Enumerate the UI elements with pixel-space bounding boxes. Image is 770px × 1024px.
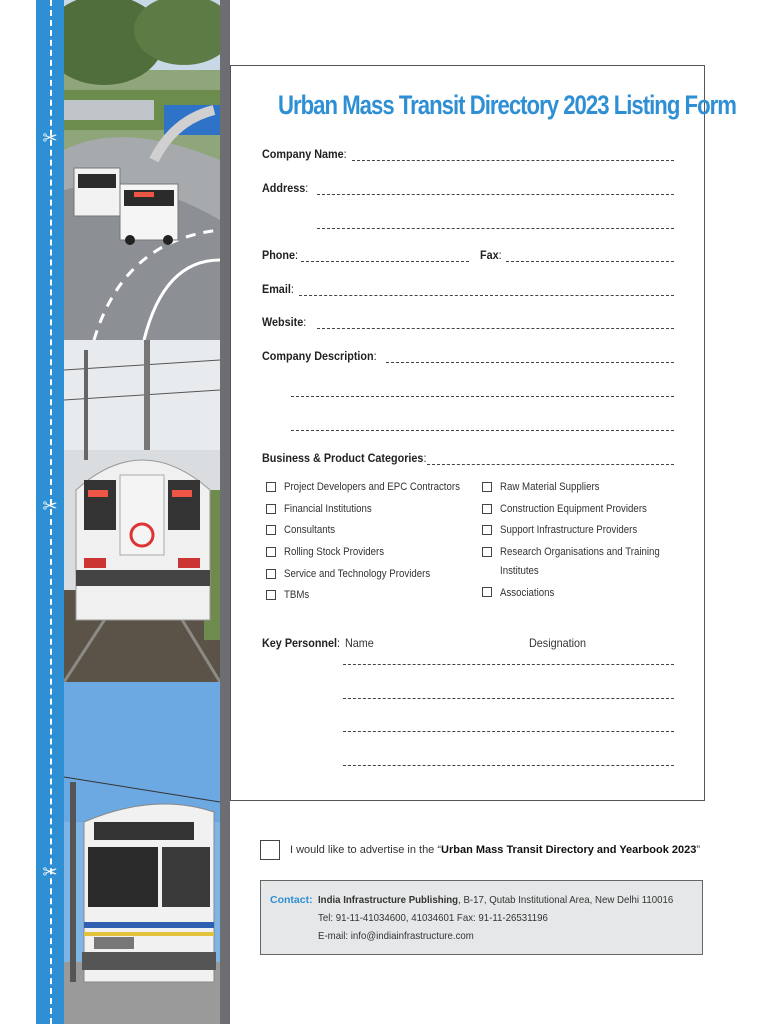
option-label: Associations xyxy=(500,587,555,599)
name-column-header: Name xyxy=(345,636,374,650)
email-label: Email: xyxy=(262,282,294,296)
option-label: Financial Institutions xyxy=(284,503,372,515)
business-categories-field[interactable] xyxy=(427,464,674,465)
form-title: Urban Mass Transit Directory 2023 Listing Form xyxy=(278,90,736,120)
key-personnel-line-2[interactable] xyxy=(343,698,674,699)
contact-email[interactable]: E-mail: info@indiainfrastructure.com xyxy=(318,930,474,942)
contact-label: Contact: xyxy=(270,894,313,906)
website-label: Website: xyxy=(262,315,307,329)
option-label: TBMs xyxy=(284,589,310,601)
business-categories-label: Business & Product Categories: xyxy=(262,451,427,465)
checkbox-tbms[interactable] xyxy=(266,590,276,600)
advertise-statement: I would like to advertise in the “Urban Mass Transit Directory and Yearbook 2023” xyxy=(290,844,701,856)
advertise-checkbox[interactable] xyxy=(260,840,280,860)
key-personnel-line-1[interactable] xyxy=(343,664,674,665)
email-field[interactable] xyxy=(299,295,674,296)
scissors-icon: ✂ xyxy=(42,862,58,882)
company-name-field[interactable] xyxy=(352,160,674,161)
photo-metro-train xyxy=(64,340,220,682)
checkbox-support-infrastructure[interactable] xyxy=(482,525,492,535)
gray-divider-strip xyxy=(220,0,230,1024)
option-label: Service and Technology Providers xyxy=(284,568,431,580)
fax-field[interactable] xyxy=(506,261,674,262)
option-label: Project Developers and EPC Contractors xyxy=(284,481,460,493)
contact-phones: Tel: 91-11-41034600, 41034601 Fax: 91-11-26531196 xyxy=(318,912,548,924)
checkbox-associations[interactable] xyxy=(482,587,492,597)
key-personnel-label: Key Personnel: xyxy=(262,636,341,650)
address-field-line-2[interactable] xyxy=(317,228,674,229)
photo-city-bus xyxy=(64,682,220,1024)
option-label: Support Infrastructure Providers xyxy=(500,524,638,536)
option-label: Research Organisations and Training xyxy=(500,546,660,558)
option-label: Rolling Stock Providers xyxy=(284,546,385,558)
option-label-continued: Institutes xyxy=(500,565,539,577)
address-label: Address: xyxy=(262,181,309,195)
checkbox-research-organisations[interactable] xyxy=(482,547,492,557)
company-description-line-2[interactable] xyxy=(291,396,674,397)
address-field-line-1[interactable] xyxy=(317,194,674,195)
company-name-label: Company Name: xyxy=(262,147,347,161)
option-label: Construction Equipment Providers xyxy=(500,503,647,515)
checkbox-rolling-stock[interactable] xyxy=(266,547,276,557)
contact-address: India Infrastructure Publishing, B-17, Qutab Institutional Area, New Delhi 110016 xyxy=(318,894,674,906)
option-label: Raw Material Suppliers xyxy=(500,481,600,493)
listing-form xyxy=(230,65,705,801)
phone-field[interactable] xyxy=(301,261,469,262)
photo-highway-buses xyxy=(64,0,220,340)
fax-label: Fax: xyxy=(480,248,502,262)
website-field[interactable] xyxy=(317,328,674,329)
option-label: Consultants xyxy=(284,524,336,536)
designation-column-header: Designation xyxy=(529,636,587,650)
key-personnel-line-4[interactable] xyxy=(343,765,674,766)
checkbox-construction-equipment[interactable] xyxy=(482,504,492,514)
company-description-label: Company Description: xyxy=(262,349,377,363)
company-description-line-3[interactable] xyxy=(291,430,674,431)
checkbox-financial-institutions[interactable] xyxy=(266,504,276,514)
company-description-line-1[interactable] xyxy=(386,362,674,363)
scissors-icon: ✂ xyxy=(42,128,58,148)
phone-label: Phone: xyxy=(262,248,299,262)
checkbox-consultants[interactable] xyxy=(266,525,276,535)
checkbox-raw-material[interactable] xyxy=(482,482,492,492)
key-personnel-line-3[interactable] xyxy=(343,731,674,732)
checkbox-project-developers[interactable] xyxy=(266,482,276,492)
scissors-icon: ✂ xyxy=(42,496,58,516)
checkbox-service-technology[interactable] xyxy=(266,569,276,579)
